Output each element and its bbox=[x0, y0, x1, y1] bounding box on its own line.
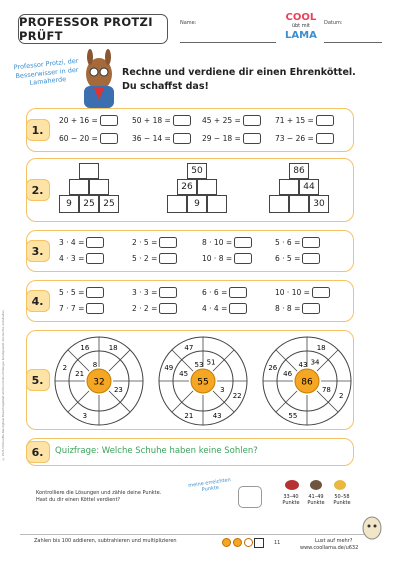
answer-box[interactable] bbox=[243, 133, 261, 144]
points-box[interactable] bbox=[238, 486, 262, 508]
pyramid-cell: 50 bbox=[187, 163, 207, 179]
wheel-inner-value: 8 bbox=[92, 361, 98, 369]
wheel-outer-value: 21 bbox=[184, 412, 194, 421]
answer-box[interactable] bbox=[86, 303, 104, 314]
reward-icons bbox=[282, 476, 354, 492]
pyramid-cell: 25 bbox=[79, 195, 99, 213]
quiz-question: Quizfrage: Welche Schuhe haben keine Sohlen? bbox=[55, 446, 258, 456]
date-line[interactable] bbox=[324, 42, 382, 43]
pyramid-cell: 30 bbox=[309, 195, 329, 213]
more-text: Lust auf mehr? bbox=[315, 538, 353, 544]
qr-code-small bbox=[254, 538, 264, 548]
character-caption: Professor Protzi, der Besserwisser in der Lamaherde bbox=[13, 56, 79, 88]
answer-box[interactable] bbox=[229, 287, 247, 298]
range-1: 33–40 Punkte bbox=[282, 494, 300, 506]
wheel-outer-value: 18 bbox=[108, 343, 118, 352]
footer-divider bbox=[20, 534, 380, 535]
answer-box[interactable] bbox=[234, 253, 252, 264]
pyramid-cell[interactable] bbox=[269, 195, 289, 213]
answer-box[interactable] bbox=[86, 287, 104, 298]
answer-box[interactable] bbox=[316, 133, 334, 144]
pyramid-cell: 9 bbox=[187, 195, 207, 213]
answer-box[interactable] bbox=[159, 303, 177, 314]
pyramid-cell[interactable] bbox=[197, 179, 217, 195]
copyright-note: © 2023 COOLLAMA Das digitale Bewertungsblatt wird bei Online-Prüfungen bereitgestellt. Alle Rechte vorbehalten. bbox=[2, 309, 5, 460]
wheel-outer-value: 49 bbox=[164, 363, 174, 372]
pyramid-cell: 9 bbox=[59, 195, 79, 213]
section-5 bbox=[26, 330, 354, 430]
pyramid-cell[interactable] bbox=[279, 179, 299, 195]
pyramid-cell[interactable] bbox=[79, 163, 99, 179]
wheel-outer-value: 47 bbox=[184, 343, 194, 352]
answer-box[interactable] bbox=[173, 133, 191, 144]
answer-box[interactable] bbox=[159, 253, 177, 264]
answer-box[interactable] bbox=[86, 253, 104, 264]
coollama-logo: COOL übt mit LAMA bbox=[285, 12, 317, 41]
footer-instructions: Kontrolliere die Lösungen und zähle deine Punkte. Hast du dir einen Köttel verdient? bbox=[36, 490, 162, 503]
wheel-outer-value: 18 bbox=[316, 343, 326, 352]
answer-box[interactable] bbox=[159, 237, 177, 248]
wheel-outer-value: 2 bbox=[338, 392, 344, 401]
answer-box[interactable] bbox=[86, 237, 104, 248]
pyramid-cell: 26 bbox=[177, 179, 197, 195]
wheel-outer-value: 26 bbox=[268, 363, 278, 372]
wheel-outer-value: 55 bbox=[288, 412, 298, 421]
pyramid-cell: 44 bbox=[299, 179, 319, 195]
pyramid-cell[interactable] bbox=[69, 179, 89, 195]
wheel-center-value: 55 bbox=[197, 377, 209, 388]
name-label: Name: bbox=[180, 20, 197, 26]
points-label: meine erreichten Punkte bbox=[187, 477, 232, 494]
answer-box[interactable] bbox=[302, 253, 320, 264]
answer-box[interactable] bbox=[302, 303, 320, 314]
wheel-outer-value: 22 bbox=[232, 392, 242, 401]
wheel-center-value: 32 bbox=[93, 377, 105, 388]
wheel-inner-value: 21 bbox=[75, 369, 85, 378]
wheel-outer-value: 43 bbox=[212, 412, 222, 421]
answer-box[interactable] bbox=[173, 115, 191, 126]
answer-box[interactable] bbox=[159, 287, 177, 298]
answer-box[interactable] bbox=[229, 303, 247, 314]
section-number: 6. bbox=[26, 441, 50, 463]
pyramid-cell[interactable] bbox=[89, 179, 109, 195]
number-wheels bbox=[53, 334, 353, 428]
pyramid-cell[interactable] bbox=[289, 195, 309, 213]
wheel-inner-value: 51 bbox=[206, 358, 216, 367]
wheel-outer-value: 16 bbox=[80, 343, 90, 352]
lama-mascot-icon bbox=[360, 514, 384, 544]
worksheet-title: PROFESSOR PROTZI PRÜFT bbox=[18, 14, 168, 44]
section-3: 3. 3 · 4 = 2 · 5 = 8 · 10 = 5 · 6 = 4 · 3 = 5 · 2 = 10 · 8 = 6 · 5 = bbox=[26, 230, 354, 272]
wheel-inner-value: 43 bbox=[298, 361, 308, 369]
answer-box[interactable] bbox=[234, 237, 252, 248]
wheel-center-value: 86 bbox=[301, 377, 313, 388]
answer-box[interactable] bbox=[312, 287, 330, 298]
section-1: 1. 20 + 16 = 50 + 18 = 45 + 25 = 71 + 15 = 60 − 20 = 36 − 14 = 29 − 18 = 73 − 26 = bbox=[26, 108, 354, 152]
pyramid-cell: 25 bbox=[99, 195, 119, 213]
wheel-inner-value: 45 bbox=[179, 369, 189, 378]
wheel-inner-value: 46 bbox=[283, 369, 293, 378]
range-2: 41–49 Punkte bbox=[307, 494, 325, 506]
section-4: 4. 5 · 5 = 3 · 3 = 6 · 6 = 10 · 10 = 7 · 7 = 2 · 2 = 4 · 4 = 8 · 8 = bbox=[26, 280, 354, 322]
range-3: 50–58 Punkte bbox=[333, 494, 351, 506]
name-line[interactable] bbox=[180, 42, 276, 43]
topic-text: Zahlen bis 100 addieren, subtrahieren und multiplizieren bbox=[34, 538, 177, 544]
pyramid-cell: 86 bbox=[289, 163, 309, 179]
page-number: 11 bbox=[274, 540, 281, 546]
date-label: Datum: bbox=[324, 20, 343, 26]
wheel-inner-value: 3 bbox=[220, 386, 225, 395]
answer-box[interactable] bbox=[243, 115, 261, 126]
answer-box[interactable] bbox=[302, 237, 320, 248]
wheel-outer-value: 3 bbox=[82, 412, 88, 421]
section-number: 4. bbox=[26, 290, 50, 312]
wheel-inner-value: 78 bbox=[321, 386, 331, 395]
wheel-inner-value: 53 bbox=[194, 361, 204, 369]
answer-box[interactable] bbox=[316, 115, 334, 126]
section-2 bbox=[26, 158, 354, 222]
wheel-inner-value: 23 bbox=[113, 386, 123, 395]
instruction-text: Rechne und verdiene dir einen Ehrenköttel. Du schaffst das! bbox=[122, 67, 356, 92]
section-number: 2. bbox=[26, 179, 50, 201]
answer-box[interactable] bbox=[100, 133, 118, 144]
wheel-inner-value: 34 bbox=[310, 358, 320, 367]
pyramid-cell[interactable] bbox=[207, 195, 227, 213]
section-number: 5. bbox=[26, 369, 50, 391]
llama-illustration bbox=[74, 48, 124, 110]
website-url: www.coollama.de/u632 bbox=[300, 545, 359, 551]
pyramid-cell[interactable] bbox=[167, 195, 187, 213]
answer-box[interactable] bbox=[100, 115, 118, 126]
section-number: 1. bbox=[26, 119, 50, 141]
section-number: 3. bbox=[26, 240, 50, 262]
difficulty-dots bbox=[222, 538, 253, 547]
wheel-outer-value: 2 bbox=[62, 363, 68, 372]
